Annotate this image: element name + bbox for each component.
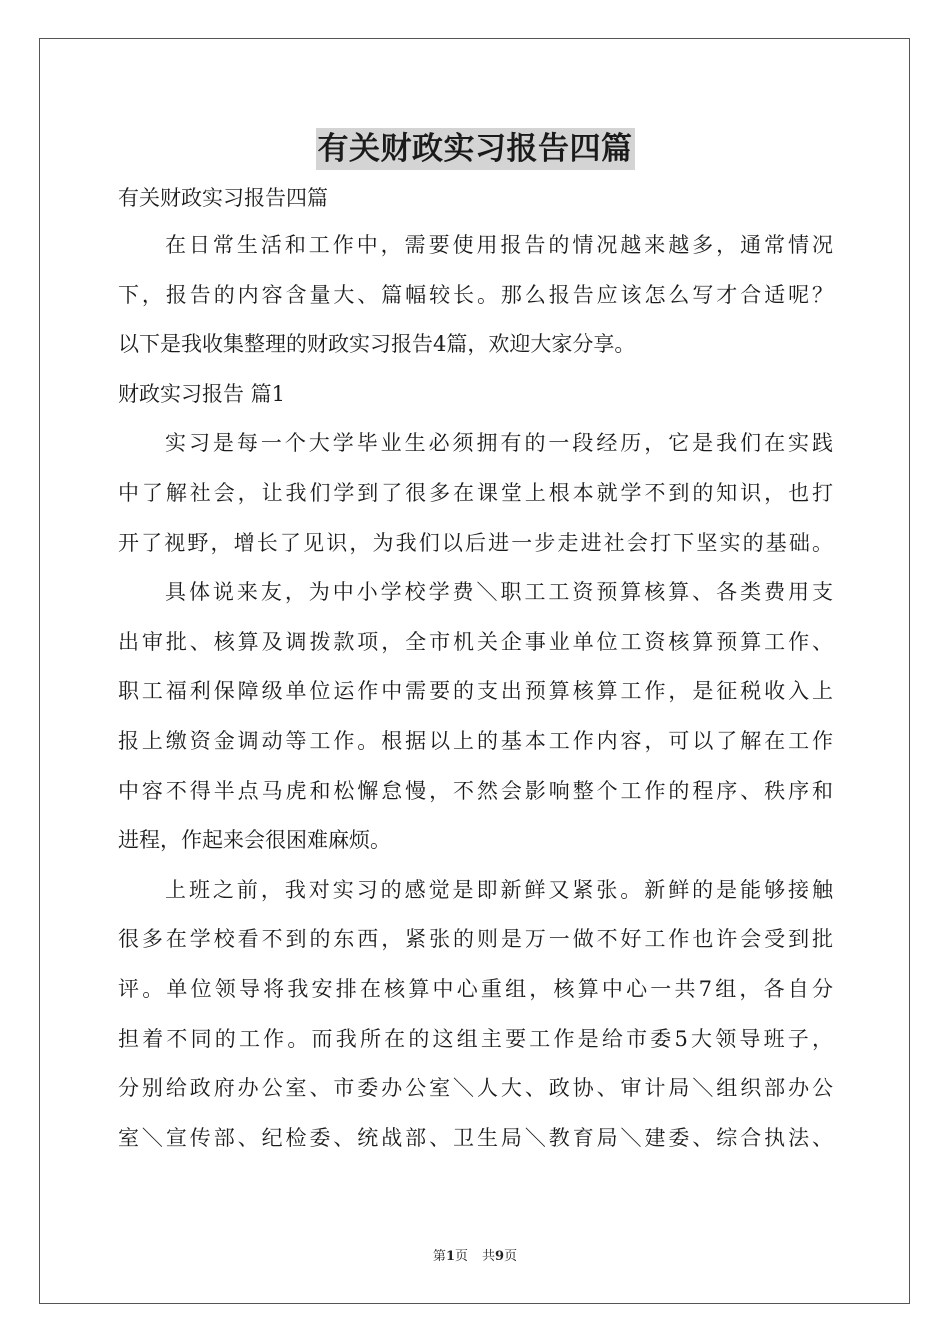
- section-heading: 财政实习报告 篇1: [118, 381, 286, 406]
- body-text-line: 具体说来友，为中小学校学费＼职工工资预算核算、各类费用支: [165, 580, 833, 605]
- body-text-line: 中了解社会，让我们学到了很多在课堂上根本就学不到的知识，也打: [118, 480, 833, 505]
- total-label-prefix: 共: [482, 1249, 496, 1264]
- title-container: [0, 128, 950, 170]
- document-title: 有关财政实习报告四篇: [316, 128, 635, 170]
- body-text-line: 下，报告的内容含量大、篇幅较长。那么报告应该怎么写才合适呢？: [118, 282, 833, 307]
- body-text-line: 出审批、核算及调拨款项，全市机关企事业单位工资核算预算工作、: [118, 629, 833, 654]
- body-text-line: 很多在学校看不到的东西，紧张的则是万一做不好工作也许会受到批: [118, 927, 833, 952]
- current-page-number: 1: [445, 1249, 455, 1264]
- page-label-prefix: 第: [432, 1249, 446, 1264]
- page-footer: [0, 1248, 950, 1266]
- body-text-line: 职工福利保障级单位运作中需要的支出预算核算工作，是征税收入上: [118, 679, 833, 704]
- body-text-line: 在日常生活和工作中，需要使用报告的情况越来越多，通常情况: [165, 233, 833, 257]
- body-text-line: 开了视野，增长了见识，为我们以后进一步走进社会打下坚实的基础。: [118, 530, 833, 555]
- document-subtitle: 有关财政实习报告四篇: [118, 186, 328, 210]
- document-body: [118, 176, 833, 1163]
- body-text-line: 报上缴资金调动等工作。根据以上的基本工作内容，可以了解在工作: [118, 728, 833, 753]
- body-text-line: 以下是我收集整理的财政实习报告4篇，欢迎大家分享。: [118, 332, 636, 357]
- body-text-line: 室＼宣传部、纪检委、统战部、卫生局＼教育局＼建委、综合执法、: [118, 1125, 833, 1150]
- body-text-line: 上班之前，我对实习的感觉是即新鲜又紧张。新鲜的是能够接触: [165, 877, 833, 902]
- total-page-count: 9: [495, 1249, 505, 1264]
- body-text-line: 分别给政府办公室、市委办公室＼人大、政协、审计局＼组织部办公: [118, 1076, 833, 1101]
- body-text-line: 评。单位领导将我安排在核算中心重组，核算中心一共7组，各自分: [118, 976, 833, 1001]
- page-label-unit: 页: [454, 1249, 468, 1264]
- body-text-line: 中容不得半点马虎和松懈怠慢，不然会影响整个工作的程序、秩序和: [118, 778, 833, 803]
- body-text-line: 实习是每一个大学毕业生必须拥有的一段经历，它是我们在实践: [165, 431, 833, 456]
- total-label-unit: 页: [504, 1249, 518, 1264]
- body-text-line: 担着不同的工作。而我所在的这组主要工作是给市委5大领导班子，: [118, 1026, 833, 1051]
- body-text-line: 进程，作起来会很困难麻烦。: [118, 828, 391, 853]
